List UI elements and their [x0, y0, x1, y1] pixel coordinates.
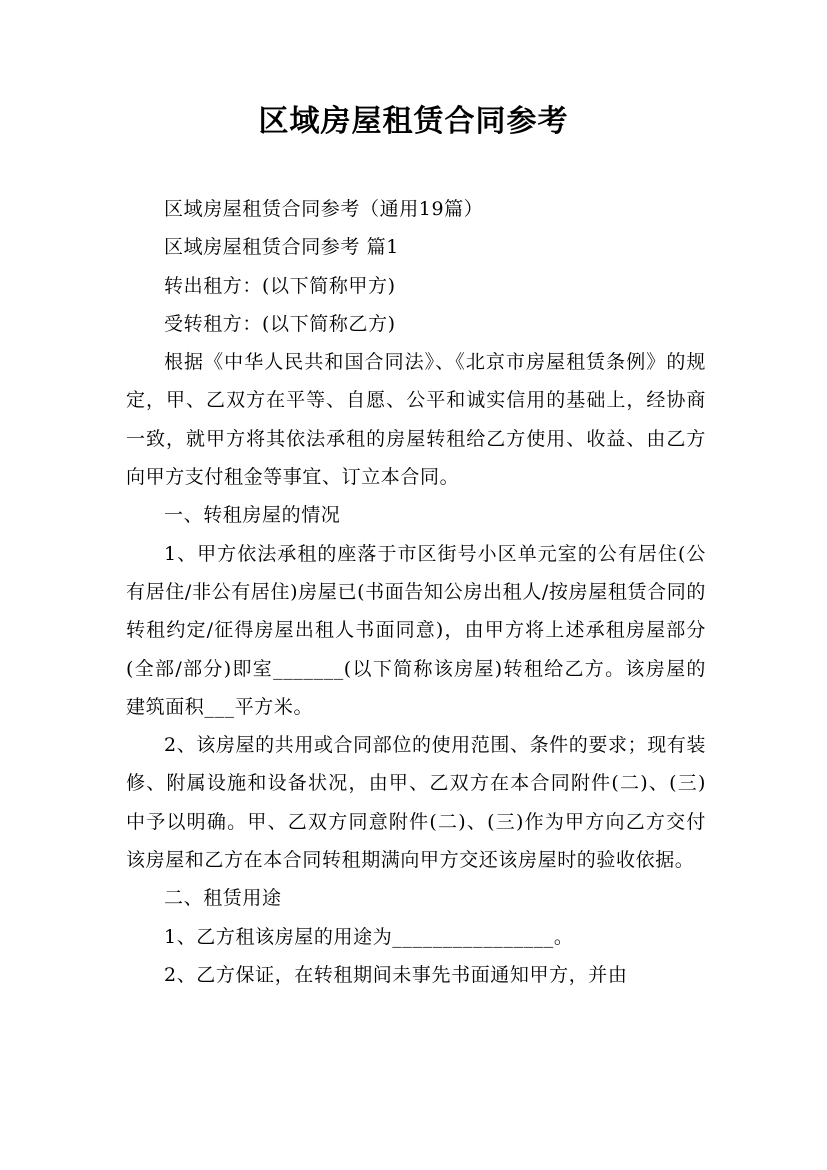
paragraph-clause-1-1: 1、甲方依法承租的座落于市区街号小区单元室的公有居住(公有居住/非公有居住)房屋已(书面告知公房出租人/按房屋租赁合同的转租约定/征得房屋出租人书面同意)，由甲方将上述承租房屋部分(全部/部分)即室_______(以下简称该房屋)转租给乙方。该房屋的建筑面积___平方米。: [126, 542, 706, 718]
paragraph-section-heading: 区域房屋租赁合同参考 篇1: [164, 236, 399, 259]
paragraph-party-a: 转出租方：(以下简称甲方): [164, 274, 396, 297]
paragraph-preamble: 根据《中华人民共和国合同法》、《北京市房屋租赁条例》的规定，甲、乙双方在平等、自愿、公平和诚实信用的基础上，经协商一致，就甲方将其依法承租的房屋转租给乙方使用、收益、由乙方向甲方支付租金等事宜、订立本合同。: [126, 351, 706, 489]
paragraph-clause-2-2: 2、乙方保证，在转租期间未事先书面通知甲方，并由: [164, 963, 628, 986]
paragraph-clause-2-1: 1、乙方租该房屋的用途为________________。: [164, 925, 574, 948]
paragraph-heading-1: 一、转租房屋的情况: [164, 504, 341, 527]
document-body: [126, 190, 706, 994]
paragraph-clause-1-2: 2、该房屋的共用或合同部位的使用范围、条件的要求；现有装修、附属设施和设备状况，由甲、乙双方在本合同附件(二)、(三)中予以明确。甲、乙双方同意附件(二)、(三)作为甲方向乙方交付该房屋和乙方在本合同转租期满向甲方交还该房屋时的验收依据。: [126, 734, 706, 872]
document-title: 区域房屋租赁合同参考: [258, 104, 569, 139]
paragraph-party-b: 受转租方：(以下简称乙方): [164, 312, 396, 335]
paragraph-heading-2: 二、租赁用途: [164, 887, 282, 910]
paragraph-subtitle: 区域房屋租赁合同参考（通用19篇）: [164, 198, 484, 220]
